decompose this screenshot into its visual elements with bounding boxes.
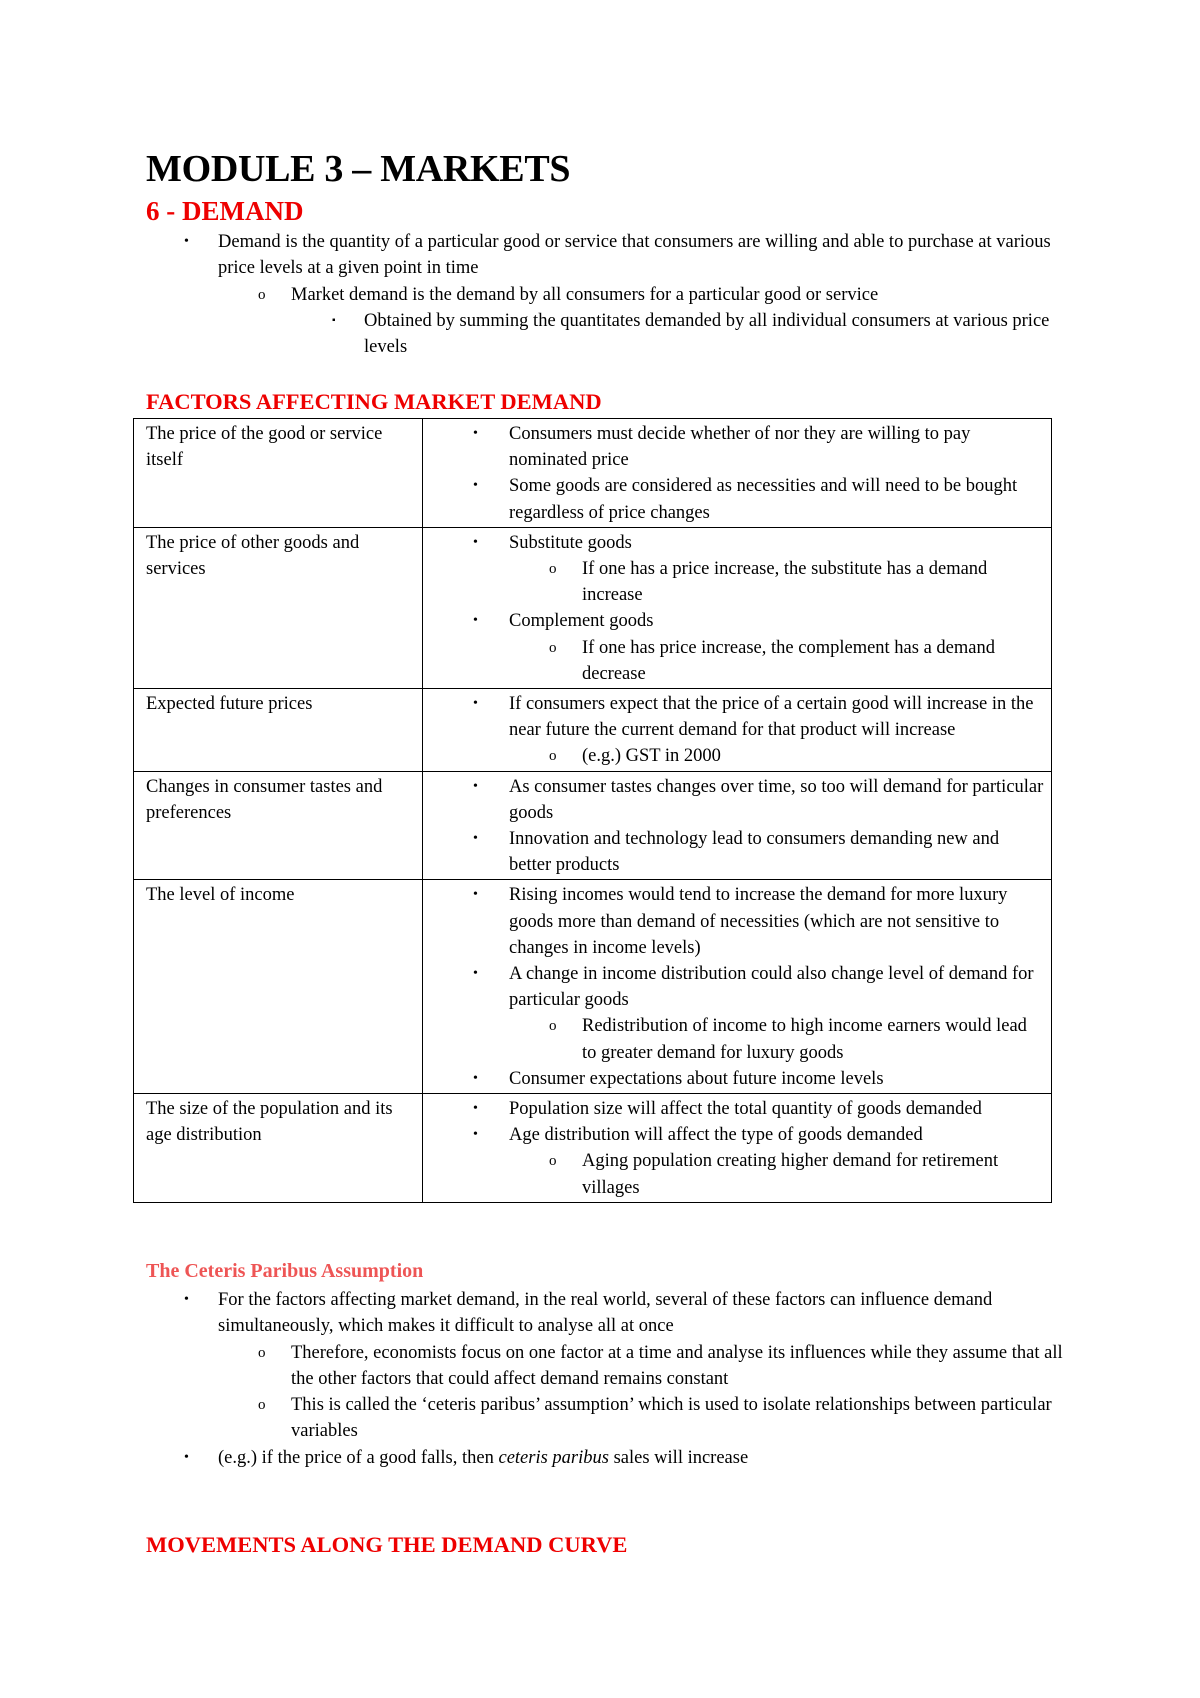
factors-table bbox=[133, 418, 1052, 1203]
list-subitem bbox=[435, 635, 1045, 687]
list-item bbox=[435, 473, 1045, 525]
list-subitem-text: (e.g.) GST in 2000 bbox=[582, 746, 721, 767]
list-item bbox=[435, 1096, 1045, 1122]
list-item-text: Rising incomes would tend to increase the demand for more luxury goods more than demand of necessities (which are not sensitive to changes in income levels) bbox=[509, 885, 1008, 958]
list-subitem bbox=[435, 743, 1045, 769]
bullet-marker: • bbox=[184, 1449, 189, 1465]
list-subitem-text: If one has price increase, the complement has a demand decrease bbox=[582, 637, 995, 684]
bullet-marker: • bbox=[473, 426, 478, 441]
module-title: MODULE 3 – MARKETS bbox=[146, 148, 571, 190]
list-item-text: As consumer tastes changes over time, so too will demand for particular goods bbox=[509, 776, 1044, 823]
bullet-marker: • bbox=[473, 696, 478, 712]
circle-marker: o bbox=[549, 1018, 557, 1035]
ceteris-point-text: For the factors affecting market demand, in the real world, several of these factors can influence demand simultaneously, which makes it difficult to analyse all at once bbox=[218, 1290, 993, 1337]
intro-subpoint bbox=[146, 282, 1076, 308]
list-item-text: Age distribution will affect the type of goods demanded bbox=[509, 1125, 923, 1146]
bullet-marker: • bbox=[473, 778, 478, 794]
circle-marker: o bbox=[258, 1344, 266, 1361]
list-subitem-text: If one has a price increase, the substitute has a demand increase bbox=[582, 559, 988, 606]
ceteris-example-emphasis: ceteris paribus bbox=[498, 1447, 609, 1468]
list-item bbox=[435, 774, 1045, 826]
factor-detail-cell bbox=[423, 527, 1052, 688]
intro-subsubpoint-text: Obtained by summing the quantitates demanded by all individual consumers at various price levels bbox=[364, 310, 1050, 358]
intro-subpoint-text: Market demand is the demand by all consumers for a particular good or service bbox=[291, 284, 879, 305]
circle-marker: o bbox=[549, 1153, 557, 1170]
table-row bbox=[134, 527, 1052, 688]
bullet-marker: • bbox=[473, 966, 478, 982]
ceteris-example-pre: (e.g.) if the price of a good falls, then bbox=[218, 1447, 499, 1468]
ceteris-heading: The Ceteris Paribus Assumption bbox=[146, 1260, 424, 1282]
bullet-marker: • bbox=[473, 1070, 478, 1086]
circle-marker: o bbox=[549, 639, 557, 656]
list-item bbox=[435, 1122, 1045, 1148]
bullet-marker: • bbox=[473, 831, 478, 847]
bullet-marker: • bbox=[473, 1101, 478, 1117]
factor-detail-cell bbox=[423, 880, 1052, 1094]
factor-cell: The size of the population and its age distribution bbox=[134, 1094, 423, 1203]
list-item bbox=[435, 608, 1045, 634]
movements-heading: MOVEMENTS ALONG THE DEMAND CURVE bbox=[146, 1532, 628, 1557]
list-item-text: Consumers must decide whether of nor they are willing to pay nominated price bbox=[509, 424, 971, 471]
circle-marker: o bbox=[258, 1397, 266, 1414]
factor-cell: The price of other goods and services bbox=[134, 527, 423, 688]
factor-detail-cell bbox=[423, 1094, 1052, 1203]
factor-cell: Expected future prices bbox=[134, 689, 423, 772]
list-item bbox=[435, 1066, 1045, 1092]
table-row bbox=[134, 689, 1052, 772]
factor-detail-cell bbox=[423, 419, 1052, 528]
factor-cell: The level of income bbox=[134, 880, 423, 1094]
factor-cell: Changes in consumer tastes and preferences bbox=[134, 771, 423, 880]
list-item bbox=[435, 530, 1045, 556]
intro-list bbox=[146, 229, 1076, 360]
list-item-text: Population size will affect the total quantity of goods demanded bbox=[509, 1099, 982, 1120]
list-item-text: If consumers expect that the price of a certain good will increase in the near future the current demand for that product will increase bbox=[509, 694, 1034, 741]
list-item bbox=[435, 961, 1045, 1013]
list-item bbox=[435, 421, 1045, 473]
list-subitem-text: Aging population creating higher demand for retirement villages bbox=[582, 1151, 999, 1198]
table-row bbox=[134, 771, 1052, 880]
list-item bbox=[435, 882, 1045, 961]
table-row bbox=[134, 880, 1052, 1094]
list-subitem bbox=[435, 556, 1045, 608]
ceteris-subpoint bbox=[146, 1340, 1076, 1393]
ceteris-subpoint bbox=[146, 1392, 1076, 1445]
table-row bbox=[134, 419, 1052, 528]
ceteris-subpoint-text: Therefore, economists focus on one factor at a time and analyse its influences while they assume that all the other factors that could affect demand remains constant bbox=[291, 1342, 1063, 1389]
list-item bbox=[435, 691, 1045, 743]
factors-heading: FACTORS AFFECTING MARKET DEMAND bbox=[146, 389, 602, 414]
bullet-marker: • bbox=[184, 1292, 189, 1307]
bullet-marker: • bbox=[473, 478, 478, 494]
bullet-marker: • bbox=[184, 234, 189, 249]
list-item bbox=[435, 826, 1045, 878]
ceteris-list bbox=[146, 1287, 1076, 1471]
circle-marker: o bbox=[549, 561, 557, 578]
factor-cell: The price of the good or service itself bbox=[134, 419, 423, 528]
ceteris-example bbox=[146, 1445, 1076, 1471]
list-subitem-text: Redistribution of income to high income earners would lead to greater demand for luxury goods bbox=[582, 1016, 1027, 1063]
list-subitem bbox=[435, 1148, 1045, 1200]
intro-point-text: Demand is the quantity of a particular good or service that consumers are willing and able to purchase at various price levels at a given point in time bbox=[218, 232, 1051, 279]
list-item-text: Complement goods bbox=[509, 611, 654, 632]
list-item-text: Some goods are considered as necessities and will need to be bought regardless of price changes bbox=[509, 476, 1018, 523]
circle-marker: o bbox=[549, 748, 557, 765]
bullet-marker: • bbox=[473, 887, 478, 903]
bullet-marker: • bbox=[473, 613, 478, 629]
factor-detail-cell bbox=[423, 771, 1052, 880]
list-subitem bbox=[435, 1013, 1045, 1065]
ceteris-point bbox=[146, 1287, 1076, 1340]
table-row bbox=[134, 1094, 1052, 1203]
ceteris-example-post: sales will increase bbox=[608, 1447, 749, 1468]
list-item-text: Consumer expectations about future income levels bbox=[509, 1068, 884, 1089]
square-marker: ▪ bbox=[332, 314, 336, 326]
ceteris-subpoint-text: This is called the ‘ceteris paribus’ assumption’ which is used to isolate relationships between particular variables bbox=[291, 1395, 1052, 1442]
intro-point bbox=[146, 229, 1076, 282]
intro-subsubpoint bbox=[146, 308, 1076, 361]
factor-detail-cell bbox=[423, 689, 1052, 772]
list-item-text: Substitute goods bbox=[509, 532, 632, 553]
circle-marker: o bbox=[258, 286, 266, 303]
section-heading-demand: 6 - DEMAND bbox=[146, 196, 304, 226]
list-item-text: A change in income distribution could also change level of demand for particular goods bbox=[509, 964, 1034, 1011]
list-item-text: Innovation and technology lead to consumers demanding new and better products bbox=[509, 829, 1000, 876]
bullet-marker: • bbox=[473, 534, 478, 550]
bullet-marker: • bbox=[473, 1127, 478, 1143]
